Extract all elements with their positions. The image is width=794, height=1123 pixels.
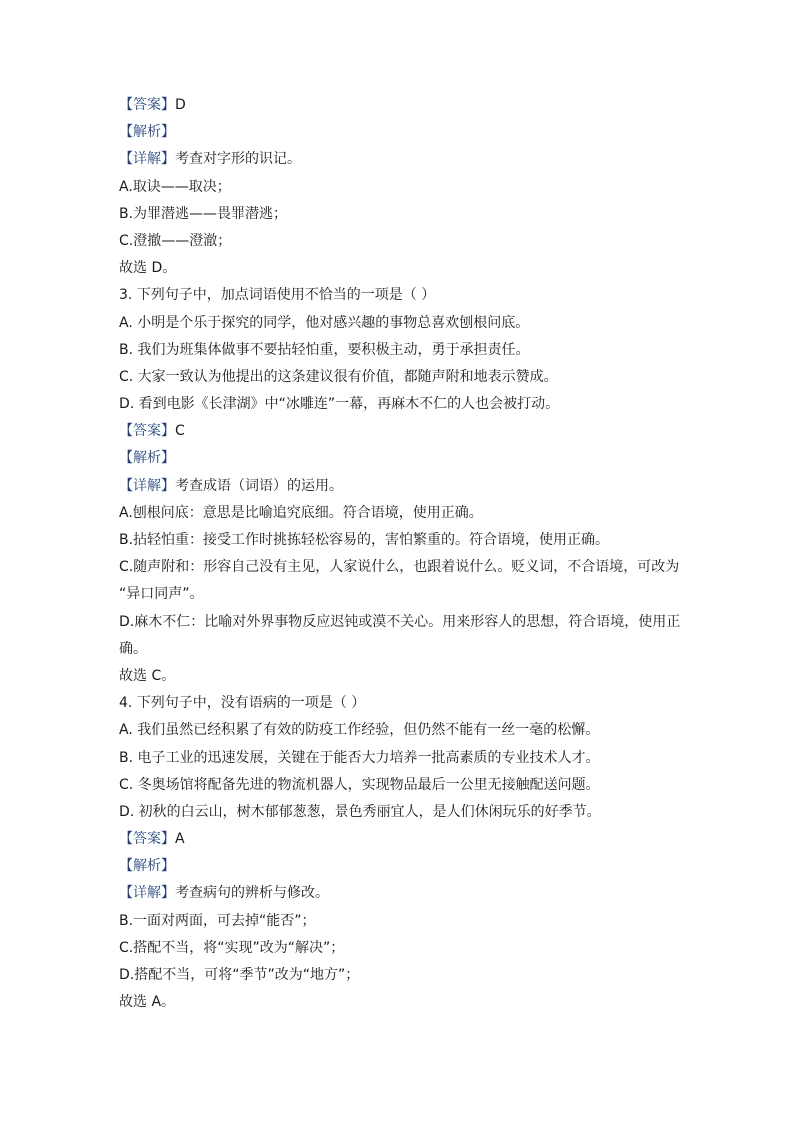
- line-text: D. 初秋的白云山，树木郁郁葱葱，景色秀丽宜人，是人们休闲玩乐的好季节。: [119, 803, 601, 820]
- text-line: [119, 201, 689, 228]
- text-line: [119, 989, 689, 1016]
- section-tag: 【答案】: [119, 831, 175, 848]
- line-text: D.麻木不仁：比喻对外界事物反应迟钝或漠不关心。用来形容人的思想，符合语境，使用正: [119, 613, 681, 630]
- text-line: [119, 418, 689, 445]
- line-text: “异口同声”。: [119, 586, 204, 603]
- text-line: [119, 473, 689, 500]
- line-text: 考查对字形的识记。: [175, 151, 301, 168]
- text-line: [119, 745, 689, 772]
- line-text: 故选 C。: [119, 667, 176, 684]
- text-line: [119, 174, 689, 201]
- line-text: A. 我们虽然已经积累了有效的防疫工作经验，但仍然不能有一丝一毫的松懈。: [119, 722, 600, 739]
- text-line: [119, 799, 689, 826]
- text-line: [119, 826, 689, 853]
- text-line: [119, 554, 689, 581]
- line-text: A. 小明是个乐于探究的同学，他对感兴趣的事物总喜欢刨根问底。: [119, 314, 530, 331]
- text-line: [119, 690, 689, 717]
- text-line: [119, 853, 689, 880]
- text-line: [119, 92, 689, 119]
- section-tag: 【答案】: [119, 97, 175, 113]
- text-line: [119, 310, 689, 337]
- line-text: C: [175, 423, 185, 440]
- text-line: [119, 282, 689, 309]
- text-line: [119, 908, 689, 935]
- section-tag: 【详解】: [119, 477, 175, 494]
- text-line: [119, 255, 689, 282]
- line-text: 故选 D。: [119, 260, 177, 277]
- text-line: [119, 772, 689, 799]
- section-tag: 【详解】: [119, 151, 175, 168]
- line-text: A.取诀——取决；: [119, 178, 231, 195]
- line-text: B.拈轻怕重：接受工作时挑拣轻松容易的，害怕繁重的。符合语境，使用正确。: [119, 532, 610, 548]
- text-line: [119, 962, 689, 989]
- line-text: C. 大家一致认为他提出的这条建议很有价值，都随声附和地表示赞成。: [119, 368, 558, 385]
- text-line: [119, 527, 689, 554]
- line-text: C.随声附和：形容自己没有主见，人家说什么，也跟着说什么。贬义词，不合语境，可改为: [119, 559, 680, 576]
- line-text: B.为罪潜逃——畏罪潜逃；: [119, 205, 288, 222]
- line-text: 4. 下列句子中，没有语病的一项是（ ）: [119, 695, 366, 712]
- line-text: 3. 下列句子中，加点词语使用不恰当的一项是（ ）: [119, 287, 436, 304]
- text-line: [119, 880, 689, 907]
- line-text: 考查成语（词语）的运用。: [175, 477, 343, 494]
- line-text: D: [175, 97, 186, 113]
- text-line: [119, 581, 689, 608]
- text-line: [119, 364, 689, 391]
- text-line: [119, 663, 689, 690]
- line-text: C.澄撤——澄澈；: [119, 232, 232, 249]
- section-tag: 【解析】: [119, 858, 175, 875]
- text-line: [119, 146, 689, 173]
- text-line: [119, 391, 689, 418]
- section-tag: 【详解】: [119, 885, 175, 902]
- text-line: [119, 935, 689, 962]
- text-line: [119, 609, 689, 636]
- section-tag: 【解析】: [119, 450, 175, 467]
- text-line: [119, 228, 689, 255]
- line-text: C. 冬奥场馆将配备先进的物流机器人，实现物品最后一公里无接触配送问题。: [119, 776, 600, 793]
- document-body: [119, 92, 689, 1016]
- section-tag: 【答案】: [119, 423, 175, 440]
- text-line: [119, 445, 689, 472]
- line-text: B. 电子工业的迅速发展，关键在于能否大力培养一批高素质的专业技术人才。: [119, 749, 600, 766]
- text-line: [119, 119, 689, 146]
- line-text: B.一面对两面，可去掉“能否”；: [119, 912, 316, 929]
- line-text: A: [175, 831, 185, 848]
- text-line: [119, 717, 689, 744]
- line-text: B. 我们为班集体做事不要拈轻怕重，要积极主动，勇于承担责任。: [119, 341, 530, 358]
- text-line: [119, 337, 689, 364]
- section-tag: 【解析】: [119, 124, 175, 141]
- line-text: 考查病句的辨析与修改。: [175, 885, 329, 902]
- line-text: C.搭配不当，将“实现”改为“解决”；: [119, 939, 345, 956]
- line-text: D. 看到电影《长津湖》中“冰雕连”一幕，再麻木不仁的人也会被打动。: [119, 396, 560, 413]
- text-line: [119, 636, 689, 663]
- line-text: D.搭配不当，可将“季节”改为“地方”；: [119, 967, 360, 983]
- line-text: A.刨根问底：意思是比喻追究底细。符合语境，使用正确。: [119, 504, 483, 521]
- line-text: 确。: [119, 640, 147, 657]
- text-line: [119, 500, 689, 527]
- line-text: 故选 A。: [119, 994, 176, 1011]
